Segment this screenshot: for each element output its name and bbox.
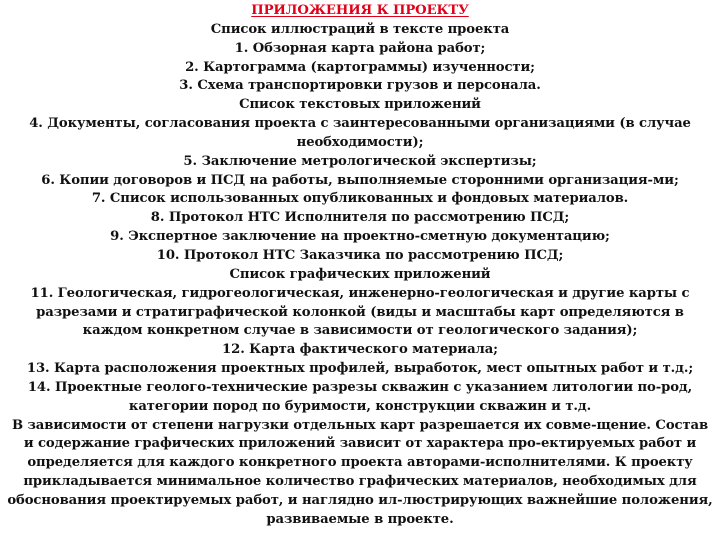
list-item: 7. Список использованных опубликованных и фондовых материалов. xyxy=(91,191,629,207)
text-appendices-heading: Список текстовых приложений xyxy=(239,97,481,113)
graphic-appendices-heading: Список графических приложений xyxy=(229,266,491,282)
page-title: ПРИЛОЖЕНИЯ К ПРОЕКТУ xyxy=(251,3,469,18)
list-item: 10. Протокол НТС Заказчика по рассмотрению ПСД; xyxy=(156,247,564,263)
illustrations-heading: Список иллюстраций в тексте проекта xyxy=(210,21,510,37)
list-item: 5. Заключение метрологической экспертизы; xyxy=(183,153,537,169)
list-item: 8. Протокол НТС Исполнителя по рассмотрению ПСД; xyxy=(150,210,570,226)
list-item: 2. Картограмма (картограммы) изученности; xyxy=(185,59,535,75)
list-item: 14. Проектные геолого-технические разрезы скважин с указанием литологии по-род, категории пород по буримости, конструкции скважин и т.д. xyxy=(27,379,693,414)
list-item: 12. Карта фактического материала; xyxy=(222,342,498,358)
list-item: 4. Документы, согласования проекта с заинтересованными организациями (в случае необходимости); xyxy=(29,116,691,150)
closing-paragraph: В зависимости от степени нагрузки отдельных карт разрешается их совме-щение. Состав и содержание графических приложений зависит от характера про-ектируемых работ и определяется для каждого конкретного проекта авторами-исполнителями. К проекту прикладывается минимальное количество графических материалов, необходимых для обоснования проектируемых работ, и наглядно ил-люстрирующих важнейшие положения, развиваемые в проекте. xyxy=(7,417,713,527)
list-item: 13. Карта расположения проектных профилей, выработок, мест опытных работ и т.д.; xyxy=(26,361,694,377)
list-item: 1. Обзорная карта района работ; xyxy=(234,40,486,56)
list-item: 6. Копии договоров и ПСД на работы, выполняемые сторонними организация-ми; xyxy=(41,172,679,188)
list-item: 9. Экспертное заключение на проектно-сметную документацию; xyxy=(110,229,610,245)
list-item: 11. Геологическая, гидрогеологическая, инженерно-геологическая и другие карты с разрезами и стратиграфической колонкой (виды и масштабы карт определяются в каждом конкретном случае в зависимости от геологического задания); xyxy=(30,285,690,339)
list-item: 3. Схема транспортировки грузов и персонала. xyxy=(179,78,541,94)
